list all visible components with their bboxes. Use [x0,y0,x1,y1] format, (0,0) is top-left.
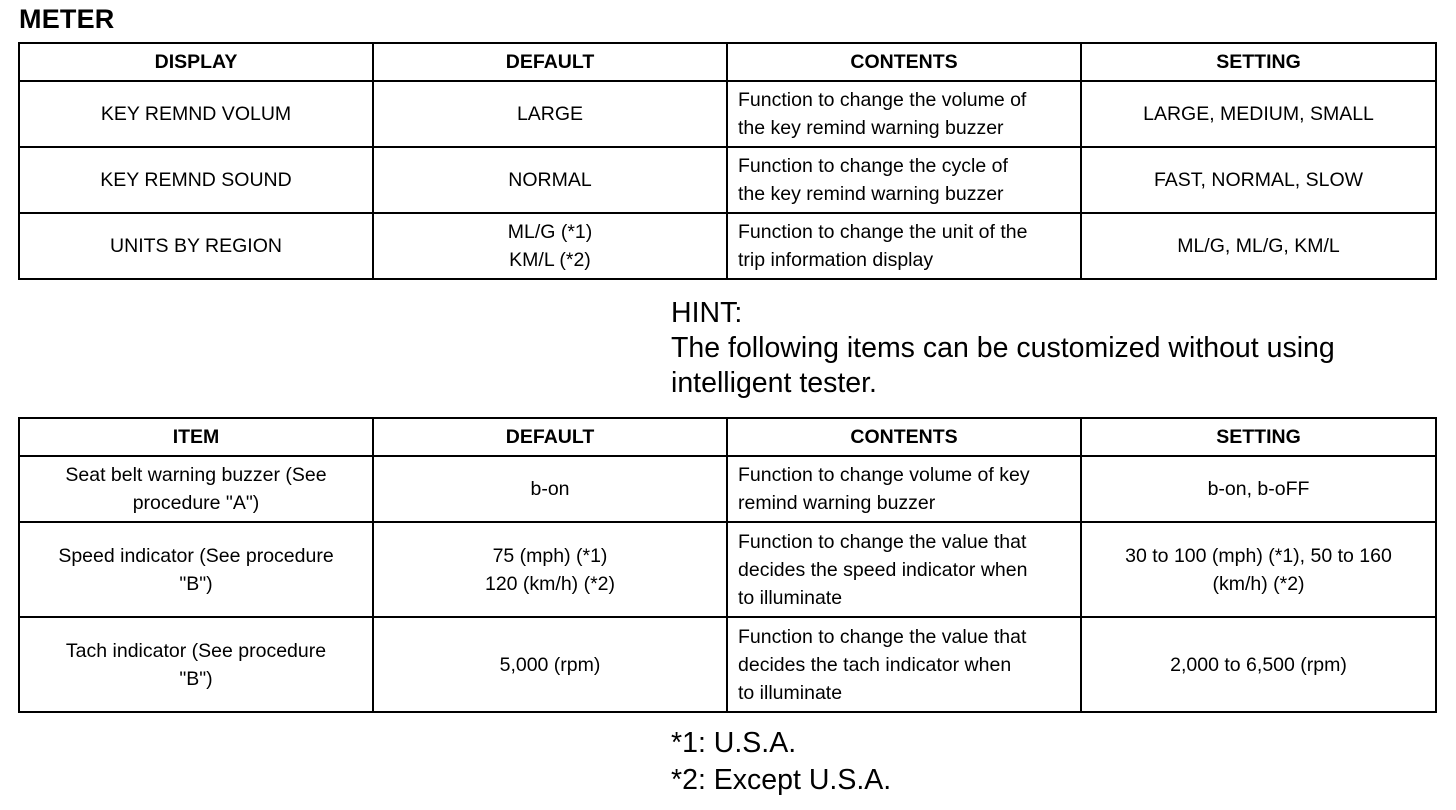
cell-line: 75 (mph) (*1) [492,544,608,567]
contents-cell [727,81,1081,147]
cell-line: 5,000 (rpm) [499,653,601,676]
cell-line: KEY REMND SOUND [100,169,292,191]
cell-line: procedure "A") [132,492,260,514]
setting-cell [1081,213,1436,279]
cell-line: decides the speed indicator when [738,558,1028,581]
item-cell [19,522,373,617]
table-row [19,617,1436,712]
column-header-default: DEFAULT [373,43,727,81]
cell-line: Function to change the cycle of [738,155,1008,177]
footnote: *1: U.S.A. [671,727,797,759]
section-title: METER [19,4,115,34]
meter-table [18,42,1437,280]
cell-line: to illuminate [738,586,843,609]
cell-line: LARGE, MEDIUM, SMALL [1143,103,1374,125]
setting-cell [1081,617,1436,712]
item-cell [19,617,373,712]
column-header-item: ITEM [19,418,373,456]
cell-line: Function to change volume of key [738,464,1030,486]
display-cell [19,81,373,147]
default-cell [373,522,727,617]
contents-cell [727,456,1081,522]
contents-cell [727,522,1081,617]
footnote: *2: Except U.S.A. [671,764,892,796]
contents-cell [727,147,1081,213]
footnotes [671,725,891,799]
table-row [19,81,1436,147]
default-cell [373,213,727,279]
cell-line: Function to change the unit of the [738,221,1028,243]
cell-line: the key remind warning buzzer [738,117,1004,139]
table-row [19,522,1436,617]
column-header-contents: CONTENTS [727,418,1081,456]
column-header-setting: SETTING [1081,418,1436,456]
cell-line: Tach indicator (See procedure [65,639,327,662]
cell-line: Function to change the value that [738,530,1027,553]
cell-line: Function to change the value that [738,625,1027,648]
item-table-header-row [19,418,1436,456]
cell-line: ML/G (*1) [507,221,593,243]
cell-line: to illuminate [738,681,843,704]
cell-line: KEY REMND VOLUM [100,103,292,125]
contents-cell [727,213,1081,279]
cell-line: trip information display [738,249,934,271]
cell-line: remind warning buzzer [738,492,936,514]
cell-line: 120 (km/h) (*2) [484,572,616,595]
cell-line: LARGE [516,103,584,125]
cell-line: b-on [530,478,570,500]
cell-line: the key remind warning buzzer [738,183,1004,205]
setting-cell [1081,522,1436,617]
hint-block [671,296,1335,401]
table-row [19,213,1436,279]
column-header-default: DEFAULT [373,418,727,456]
default-cell [373,81,727,147]
setting-cell [1081,147,1436,213]
column-header-contents: CONTENTS [727,43,1081,81]
cell-line: FAST, NORMAL, SLOW [1153,169,1364,191]
display-cell [19,147,373,213]
column-header-display: DISPLAY [19,43,373,81]
item-cell [19,456,373,522]
table-row [19,456,1436,522]
hint-label: HINT: [671,297,743,329]
cell-line: b-on, b-oFF [1207,478,1310,500]
default-cell [373,617,727,712]
setting-cell [1081,456,1436,522]
contents-cell [727,617,1081,712]
item-table [18,417,1437,713]
table-row [19,147,1436,213]
cell-line: Seat belt warning buzzer (See [65,464,327,486]
cell-line: UNITS BY REGION [110,235,282,257]
cell-line: 2,000 to 6,500 (rpm) [1170,653,1347,676]
cell-line: "B") [179,572,213,595]
meter-table-header-row [19,43,1436,81]
cell-line: decides the tach indicator when [738,653,1012,676]
default-cell [373,147,727,213]
cell-line: Speed indicator (See procedure [58,544,334,567]
cell-line: KM/L (*2) [509,249,591,271]
default-cell [373,456,727,522]
hint-text-line: intelligent tester. [671,367,877,399]
cell-line: ML/G, ML/G, KM/L [1177,235,1340,257]
hint-text-line: The following items can be customized without using [671,332,1335,364]
column-header-setting: SETTING [1081,43,1436,81]
cell-line: (km/h) (*2) [1212,572,1305,595]
cell-line: Function to change the volume of [738,89,1027,111]
cell-line: "B") [179,667,213,690]
display-cell [19,213,373,279]
cell-line: NORMAL [508,169,592,191]
cell-line: 30 to 100 (mph) (*1), 50 to 160 [1125,544,1392,567]
setting-cell [1081,81,1436,147]
